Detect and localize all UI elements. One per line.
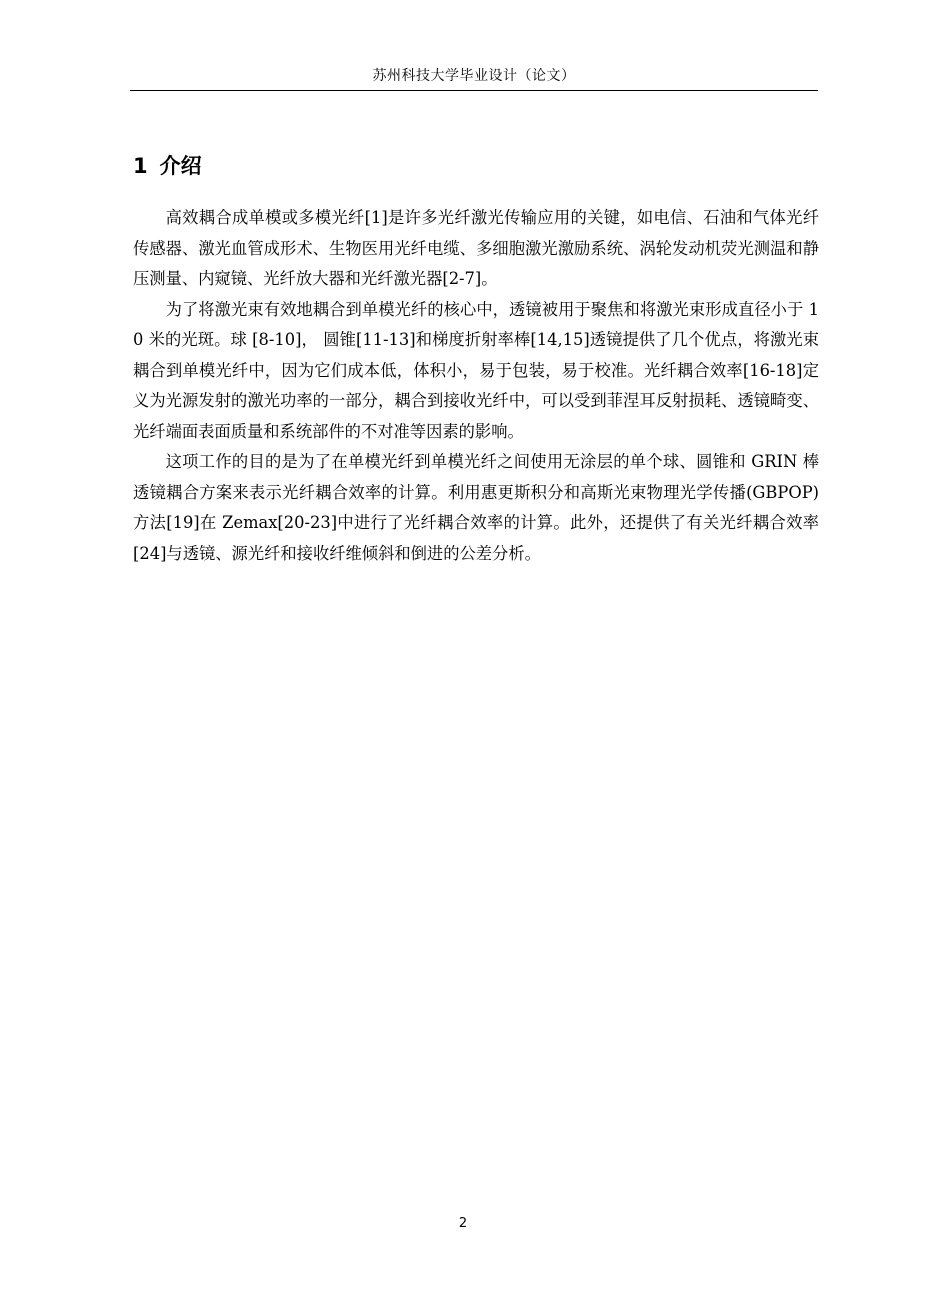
section-heading [133, 152, 202, 180]
page-number: 2 [458, 1216, 468, 1231]
running-header: 苏州科技大学毕业设计（论文） [372, 68, 576, 84]
section-title: 介绍 [159, 154, 202, 178]
section-number: 1 [133, 154, 148, 178]
paragraph-2: 为了将激光束有效地耦合到单模光纤的核心中，透镜被用于聚焦和将激光束形成直径小于 10 米的光斑。球 [8-10]， 圆锥[11-13]和梯度折射率棒[14,15]透镜提供了几个优点，将激光束耦合到单模光纤中，因为它们成本低，体积小，易于包装，易于校准。光纤耦合效率[16-18]定义为光源发射的激光功率的一部分，耦合到接收光纤中，可以受到菲涅耳反射损耗、透镜畸变、光纤端面表面质量和系统部件的不对准等因素的影响。 [133, 299, 819, 441]
body-text [133, 203, 819, 569]
header-rule [130, 90, 818, 91]
paragraph-3: 这项工作的目的是为了在单模光纤到单模光纤之间使用无涂层的单个球、圆锥和 GRIN 棒透镜耦合方案来表示光纤耦合效率的计算。利用惠更斯积分和高斯光束物理光学传播(GBPOP)方法[19]在 Zemax[20-23]中进行了光纤耦合效率的计算。此外，还提供了有关光纤耦合效率[24]与透镜、源光纤和接收纤维倾斜和倒进的公差分析。 [133, 452, 819, 563]
paragraph-1: 高效耦合成单模或多模光纤[1]是许多光纤激光传输应用的关键，如电信、石油和气体光纤传感器、激光血管成形术、生物医用光纤电缆、多细胞激光激励系统、涡轮发动机荧光测温和静压测量、内窥镜、光纤放大器和光纤激光器[2-7]。 [133, 208, 819, 288]
